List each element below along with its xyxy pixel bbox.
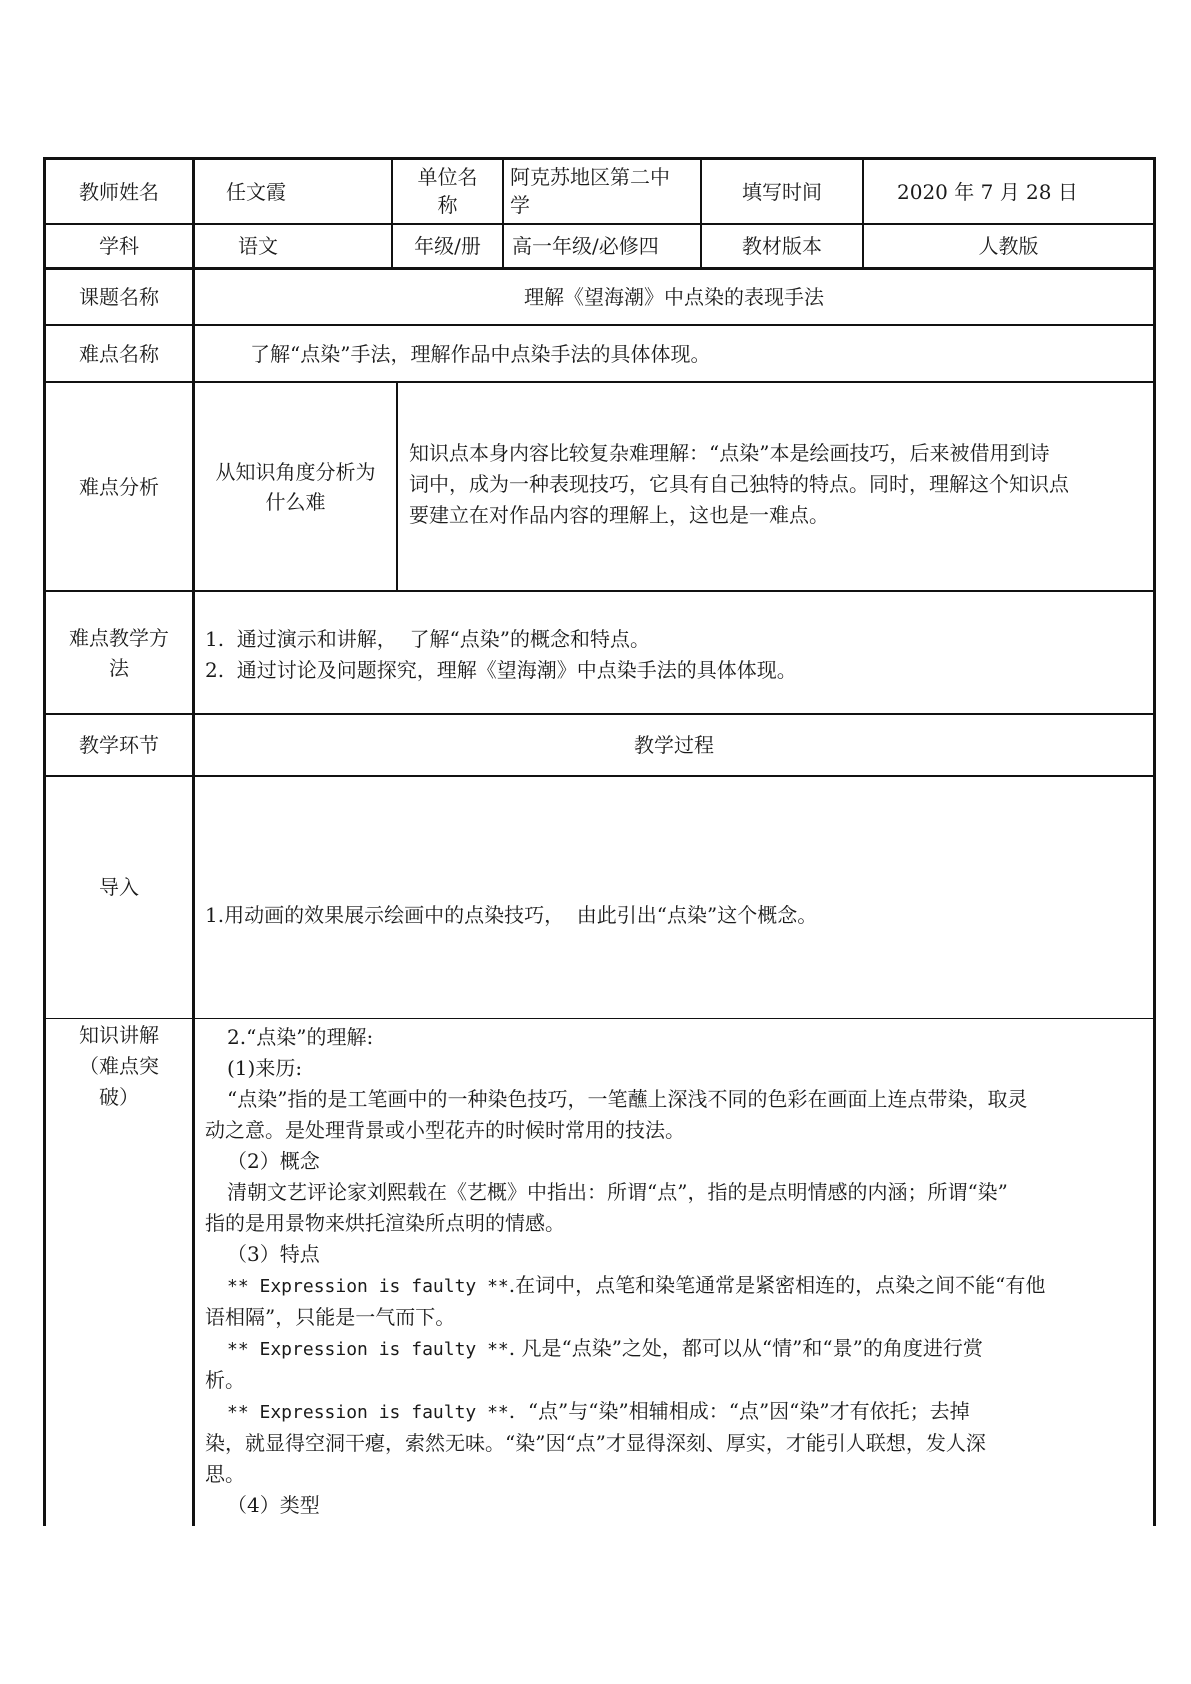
difficulty-label: 难点名称 [79, 341, 159, 366]
subject-value: 语文 [238, 234, 278, 258]
expression-error: ** Expression is faulty ** [227, 1402, 509, 1423]
grade-value: 高一年级/必修四 [512, 234, 659, 258]
knowledge-label-line-1: 知识讲解 [79, 1023, 159, 1047]
unit-value-line-1: 阿克苏地区第二中 [510, 165, 670, 189]
grade-label: 年级/册 [414, 234, 481, 258]
origin-text: 动之意。是处理背景或小型花卉的时候时常用的技法。 [205, 1118, 685, 1142]
expression-error: ** Expression is faulty ** [227, 1276, 509, 1297]
feature-item [205, 1396, 1150, 1428]
analysis-line: 知识点本身内容比较复杂难理解：“点染”本是绘画技巧，后来被借用到诗 [409, 441, 1050, 465]
intro-text: 1.用动画的效果展示绘画中的点染技巧， 由此引出“点染”这个概念。 [205, 903, 818, 927]
textbook-value: 人教版 [978, 234, 1039, 258]
method-list [205, 624, 1145, 686]
origin-title: (1)来历: [227, 1056, 303, 1080]
method-item: 2. 通过讨论及问题探究，理解《望海潮》中点染手法的具体体现。 [205, 658, 797, 682]
feature-text: . 凡是“点染”之处，都可以从“情”和“景”的角度进行赏 [508, 1336, 983, 1360]
intro-label: 导入 [99, 875, 139, 899]
difficulty-value: 了解“点染”手法，理解作品中点染手法的具体体现。 [250, 341, 711, 366]
feature-item [205, 1333, 1150, 1365]
unit-label [393, 163, 502, 223]
row-divider [43, 590, 1156, 592]
analysis-line: 词中，成为一种表现技巧，它具有自己独特的特点。同时，理解这个知识点 [409, 472, 1069, 496]
feature-text: . “点”与“染”相辅相成：“点”因“染”才有依托；去掉 [508, 1399, 970, 1423]
label-column-divider [192, 157, 195, 1526]
origin-text: “点染”指的是工笔画中的一种染色技巧，一笔蘸上深浅不同的色彩在画面上连点带染，取灵 [227, 1087, 1028, 1111]
process-step-label: 教学环节 [79, 733, 159, 757]
feature-item [205, 1270, 1150, 1302]
knowledge-heading: 2.“点染”的理解: [227, 1025, 374, 1049]
feature-text: 染，就显得空洞干瘪，索然无味。“染”因“点”才显得深刻、厚实，才能引人联想，发人深 [205, 1431, 986, 1455]
unit-label-line-1: 单位名 [417, 165, 478, 189]
method-label-line-1: 难点教学方 [69, 625, 169, 650]
knowledge-label-line-3: 破） [99, 1085, 139, 1109]
concept-title: （2）概念 [227, 1149, 320, 1173]
analysis-sub-label-line-2: 什么难 [265, 489, 326, 514]
feature-title: （3）特点 [227, 1242, 320, 1266]
feature-text: .在词中，点笔和染笔通常是紧密相连的，点染之间不能“有他 [508, 1273, 1046, 1297]
knowledge-label [46, 1020, 192, 1113]
unit-label-line-2: 称 [437, 193, 458, 217]
unit-value [510, 163, 700, 223]
row-divider [43, 775, 1156, 777]
date-label: 填写时间 [742, 179, 822, 204]
analysis-sub-divider [396, 382, 398, 591]
analysis-line: 要建立在对作品内容的理解上，这也是一难点。 [409, 503, 829, 527]
feature-text: 思。 [205, 1462, 245, 1486]
topic-value: 理解《望海潮》中点染的表现手法 [524, 285, 824, 309]
method-label-line-2: 法 [109, 655, 129, 680]
analysis-sub-label [195, 383, 396, 590]
subject-label: 学科 [99, 234, 139, 258]
textbook-label: 教材版本 [742, 234, 822, 258]
col-divider [502, 157, 504, 269]
feature-text: 语相隔”，只能是一气而下。 [205, 1305, 456, 1329]
row-divider [43, 1018, 1156, 1019]
topic-label: 课题名称 [79, 285, 159, 309]
process-title: 教学过程 [634, 733, 714, 757]
knowledge-content [205, 1022, 1150, 1521]
knowledge-label-line-2: （难点突 [79, 1054, 159, 1078]
date-value: 2020 年 7 月 28 日 [897, 179, 1078, 204]
teacher-label: 教师姓名 [79, 179, 159, 204]
unit-value-line-2: 学 [510, 193, 530, 217]
concept-text: 指的是用景物来烘托渲染所点明的情感。 [205, 1211, 565, 1235]
concept-text: 清朝文艺评论家刘熙载在《艺概》中指出：所谓“点”，指的是点明情感的内涵；所谓“染” [227, 1180, 1008, 1204]
table-border-right [1153, 157, 1156, 1526]
feature-text: 析。 [205, 1368, 245, 1392]
type-title: （4）类型 [227, 1493, 320, 1517]
analysis-text [409, 438, 1149, 531]
analysis-sub-label-line-1: 从知识角度分析为 [215, 459, 376, 484]
analysis-label: 难点分析 [79, 474, 159, 499]
method-label [46, 592, 192, 713]
expression-error: ** Expression is faulty ** [227, 1339, 509, 1360]
method-item: 1. 通过演示和讲解， 了解“点染”的概念和特点。 [205, 627, 650, 651]
teacher-name: 任文霞 [226, 179, 286, 204]
